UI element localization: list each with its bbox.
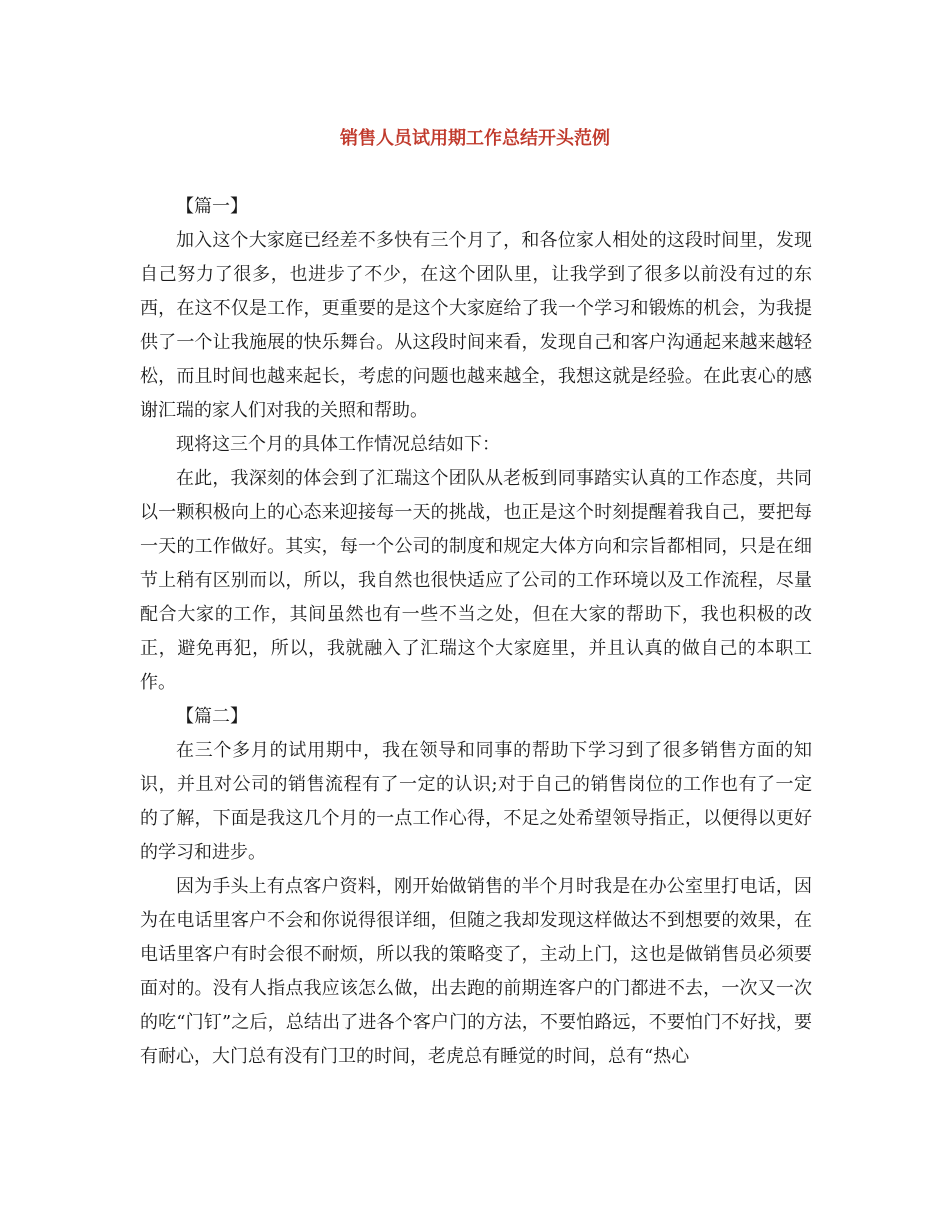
section-heading-2: 【篇二】 bbox=[176, 706, 248, 727]
paragraph: 加入这个大家庭已经差不多快有三个月了，和各位家人相处的这段时间里，发现自己努力了很多，也进步了不少，在这个团队里，让我学到了很多以前没有过的东西，在这不仅是工作，更重要的是这个大家庭给了我一个学习和锻炼的机会，为我提供了一个让我施展的快乐舞台。从这段时间来看，发现自己和客户沟通起来越来越轻松，而且时间也越来起长，考虑的问题也越来越全，我想这就是经验。在此衷心的感谢汇瑞的家人们对我的关照和帮助。 bbox=[140, 230, 812, 421]
paragraph: 在此，我深刻的体会到了汇瑞这个团队从老板到同事踏实认真的工作态度，共同以一颗积极向上的心态来迎接每一天的挑战，也正是这个时刻提醒着我自己，要把每一天的工作做好。其实，每一个公司的制度和规定大体方向和宗旨都相同，只是在细节上稍有区别而以，所以，我自然也很快适应了公司的工作环境以及工作流程，尽量配合大家的工作，其间虽然也有一些不当之处，但在大家的帮助下，我也积极的改正，避免再犯，所以，我就融入了汇瑞这个大家庭里，并且认真的做自己的本职工作。 bbox=[140, 468, 812, 693]
paragraph: 现将这三个月的具体工作情况总结如下： bbox=[176, 434, 500, 455]
paragraph: 因为手头上有点客户资料，刚开始做销售的半个月时我是在办公室里打电话，因为在电话里客户不会和你说得很详细，但随之我却发现这样做达不到想要的效果，在电话里客户有时会很不耐烦，所以我的策略变了，主动上门，这也是做销售员必须要面对的。没有人指点我应该怎么做，出去跑的前期连客户的门都进不去，一次又一次的吃“门钉”之后，总结出了进各个客户门的方法，不要怕路远，不要怕门不好找，要有耐心，大门总有没有门卫的时间，老虎总有睡觉的时间，总有“热心 bbox=[140, 876, 812, 1067]
document-body bbox=[140, 190, 812, 1074]
paragraph: 在三个多月的试用期中，我在领导和同事的帮助下学习到了很多销售方面的知识，并且对公司的销售流程有了一定的认识;对于自己的销售岗位的工作也有了一定的了解，下面是我这几个月的一点工作心得，不足之处希望领导指正，以便得以更好的学习和进步。 bbox=[140, 740, 812, 863]
section-heading-1: 【篇一】 bbox=[176, 196, 248, 217]
document-title: 销售人员试用期工作总结开头范例 bbox=[340, 128, 610, 149]
